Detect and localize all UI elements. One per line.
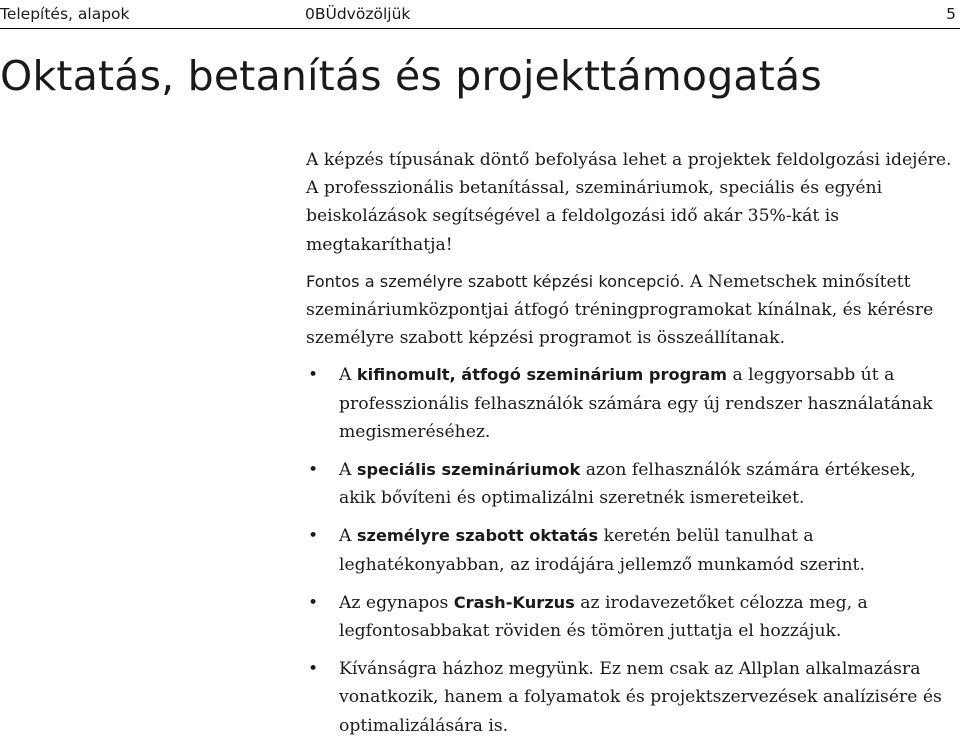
item-text: Kívánságra házhoz megyünk. Ez nem csak az Allplan alkalmazásra vonatkozik, hanem a folyamatok és projektszervezések analízisére és optimalizálására is. [339,659,942,736]
body-text [306,146,956,750]
offer-list [306,361,956,739]
concept-text: A Nemetschek minősített szemináriumközpontjai átfogó tréningprogramokat kínálnak, és kérésre személyre szabott képzési programot is összeállítanak. [306,271,934,349]
concept-lead: Fontos a személyre szabott képzési koncepció. [306,271,685,291]
bullet-icon: • [308,460,319,481]
item-bold-text: speciális szemináriumok [356,460,581,480]
item-bold-text: Crash-Kurzus [453,592,575,612]
section-title: Telepítés, alapok [0,5,130,23]
item-text: Az egynapos [339,592,454,613]
item-text: keretén belül tanulhat a leghatékonyabban, az irodájára jellemző munkamód szerint. [339,526,865,575]
item-text: azon felhasználók számára értékesek, akik bővíteni és optimalizálni szeretnék ismereteiket. [339,460,916,509]
chapter-title: 0BÜdvözöljük [305,5,411,23]
bullet-icon: • [308,659,319,680]
item-bold-text: kifinomult, átfogó szeminárium program [356,365,727,385]
bullet-icon: • [308,365,319,386]
item-text: A [339,365,357,386]
list-item [306,361,956,446]
item-text: a leggyorsabb út a professzionális felhasználók számára egy új rendszer használatának megismeréséhez. [339,365,933,442]
item-text: A [339,526,357,547]
page-header [0,0,960,29]
bullet-icon: • [308,526,319,547]
bullet-icon: • [308,592,319,613]
list-item [306,456,956,512]
page-number: 5 [946,5,956,23]
page-title: Oktatás, betanítás és projekttámogatás [0,52,822,100]
list-item [306,655,956,740]
intro-paragraph: A képzés típusának döntő befolyása lehet a projektek feldolgozási idejére. A professzionális betanítással, szemináriumok, speciális és egyéni beiskolázások segítségével a feldolgozási idő akár 35%-kát is megtakaríthatja! [306,150,952,255]
list-item [306,589,956,645]
item-text: A [339,460,357,481]
item-bold-text: személyre szabott oktatás [356,526,599,546]
item-text: az irodavezetőket célozza meg, a legfontosabbakat röviden és tömören juttatja el hozzájuk. [339,592,868,642]
list-item [306,522,956,578]
concept-paragraph [306,268,956,353]
